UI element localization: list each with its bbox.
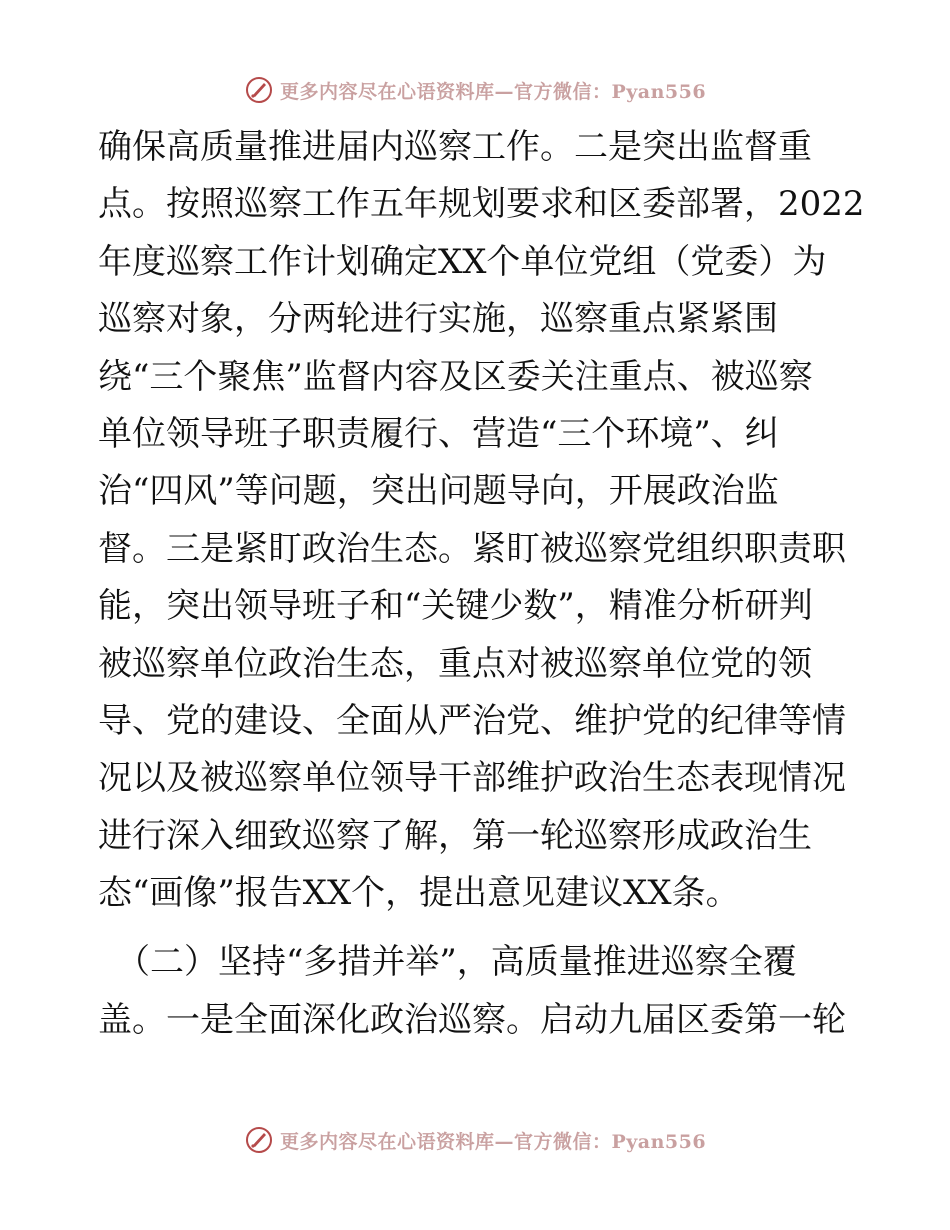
text-line: 督。三是紧盯政治生态。紧盯被巡察党组织职责职	[98, 528, 846, 569]
text-line: 年度巡察工作计划确定XX个单位党组（党委）为	[98, 241, 827, 282]
text-line: 盖。一是全面深化政治巡察。启动九届区委第一轮	[98, 999, 846, 1040]
text-line: 绕“三个聚焦”监督内容及区委关注重点、被巡察	[98, 356, 813, 397]
writing-hand-logo-icon	[244, 75, 274, 105]
section-heading-line: （二）坚持“多措并举”，高质量推进巡察全覆	[116, 942, 797, 983]
text-line: 单位领导班子职责履行、营造“三个环境”、纠	[98, 413, 779, 454]
text-line: 巡察对象，分两轮进行实施，巡察重点紧紧围	[98, 299, 778, 340]
text-line: 态“画像”报告XX个，提出意见建议XX条。	[98, 873, 740, 914]
header-watermark-text: 更多内容尽在心语资料库—官方微信：Pyan556	[279, 80, 707, 103]
text-line: 确保高质量推进届内巡察工作。二是突出监督重	[98, 127, 812, 167]
footer-watermark-text: 更多内容尽在心语资料库—官方微信：Pyan556	[279, 1130, 707, 1153]
writing-hand-logo-icon	[244, 1125, 274, 1155]
document-body	[98, 119, 865, 1049]
text-line: 能，突出领导班子和“关键少数”，精准分析研判	[98, 586, 813, 627]
text-line: 治“四风”等问题，突出问题导向，开展政治监	[98, 471, 779, 512]
text-line: 被巡察单位政治生态，重点对被巡察单位党的领	[98, 643, 812, 684]
footer-watermark-banner	[0, 1120, 950, 1160]
text-line: 导、党的建设、全面从严治党、维护党的纪律等情	[98, 700, 846, 741]
header-watermark-banner	[0, 70, 950, 110]
text-line: 进行深入细致巡察了解，第一轮巡察形成政治生	[98, 815, 812, 856]
text-line: 况以及被巡察单位领导干部维护政治生态表现情况	[98, 758, 846, 799]
text-line: 点。按照巡察工作五年规划要求和区委部署，2022	[98, 184, 865, 225]
